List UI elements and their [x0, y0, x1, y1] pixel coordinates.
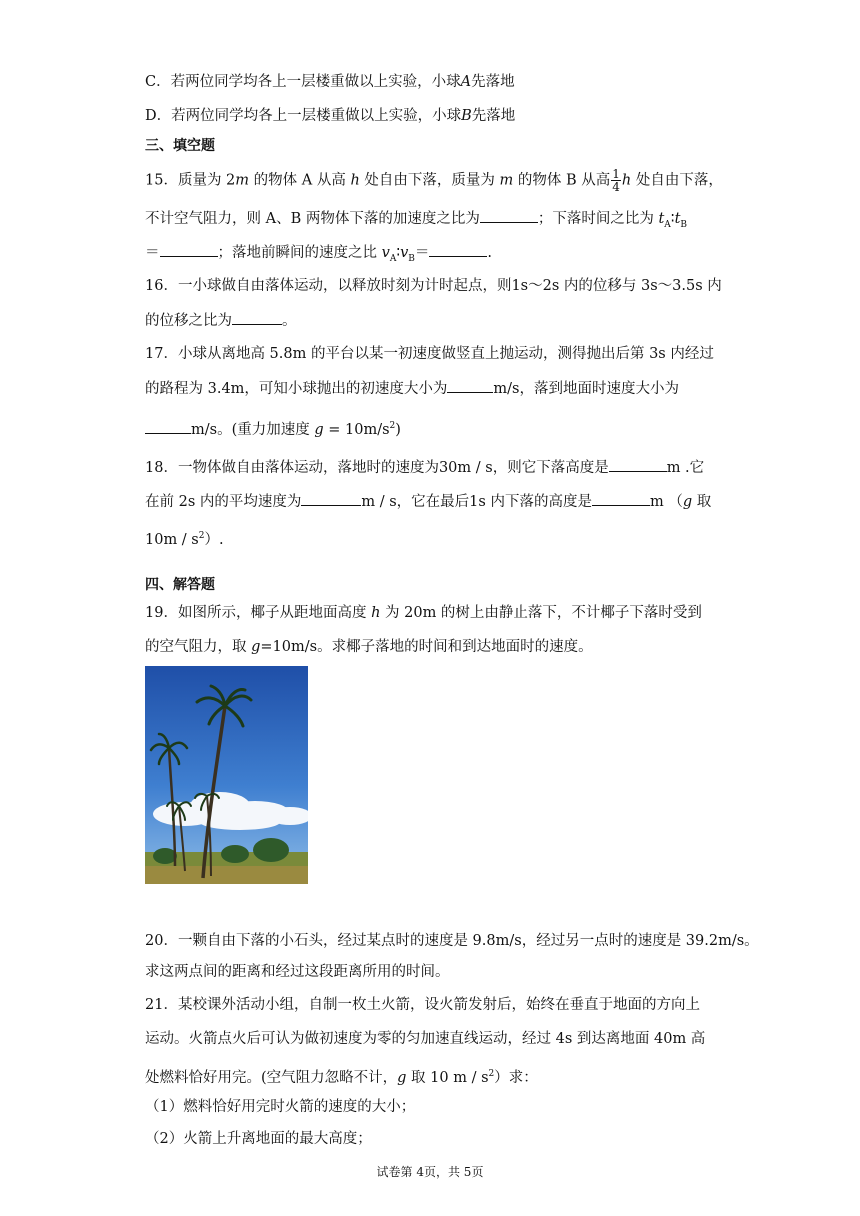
- q21-subquestion-1: （1）燃料恰好用完时火箭的速度的大小；: [145, 1099, 416, 1115]
- q15-blank-acceleration-ratio[interactable]: [480, 208, 538, 223]
- q15-blank-time-ratio[interactable]: [160, 242, 218, 257]
- q18-blank-average-velocity[interactable]: [301, 491, 361, 506]
- option-d-text: D．若两位同学均各上一层楼重做以上实验，小球: [145, 108, 462, 124]
- q20-line2: 求这两点间的距离和经过这段距离所用的时间。: [145, 964, 450, 980]
- q18-blank-last-second-height[interactable]: [592, 491, 650, 506]
- option-d-ball: B: [461, 108, 472, 124]
- option-c-end: 先落地: [471, 74, 515, 90]
- q18-blank-height[interactable]: [609, 457, 667, 472]
- q18-line2: 在前 2s 内的平均速度为 m / s，它在最后1s 内下落的高度是 m （g 取: [145, 491, 711, 512]
- q16-line2: 的位移之比为 。: [145, 310, 297, 331]
- q17-blank-initial-speed[interactable]: [447, 378, 493, 393]
- coconut-palm-photo: [145, 666, 308, 884]
- option-c-text: C．若两位同学均各上一层楼重做以上实验，小球: [145, 74, 461, 90]
- q17-line2: 的路程为 3.4m，可知小球抛出的初速度大小为 m/s，落到地面时速度大小为: [145, 378, 679, 399]
- q18-line3: $10m / s^2$）.: [145, 531, 224, 548]
- q18-line1: 18．一物体做自由落体运动，落地时的速度为30m / s，则它下落高度是 m .它: [145, 457, 704, 478]
- option-d: [145, 106, 515, 126]
- q21-line3: 处燃料恰好用完。(空气阻力忽略不计，g 取 10 m / $s^2$）求：: [145, 1069, 538, 1086]
- q20-line1: 20．一颗自由下落的小石头，经过某点时的速度是 9.8m/s，经过另一点时的速度是 39.2m/s。: [145, 933, 759, 949]
- q15-line3: ＝ ；落地前瞬间的速度之比 $v_A∶v_B=$ .: [145, 242, 492, 269]
- q16-line1: 16．一小球做自由落体运动，以释放时刻为计时起点，则1s～2s 内的位移与 3s～3.5s 内: [145, 278, 722, 294]
- q17-blank-landing-speed[interactable]: [145, 419, 191, 434]
- q15-line1: 15．质量为 2m 的物体 A 从高 h 处自由下落，质量为 m 的物体 B 从高 $\frac{1}{4}$ h 处自由下落，: [145, 167, 723, 194]
- q21-line1: 21．某校课外活动小组，自制一枚土火箭，设火箭发射后，始终在垂直于地面的方向上: [145, 997, 700, 1013]
- q19-line2: 的空气阻力，取 g=10m/s。求椰子落地的时间和到达地面时的速度。: [145, 639, 593, 655]
- q15-line2: 不计空气阻力，则 A、B 两物体下落的加速度之比为 ；下落时间之比为 $t_A∶t_B$: [145, 208, 687, 235]
- fraction-one-quarter: $\frac{1}{4}$: [612, 167, 620, 194]
- section-answer-heading: 四、解答题: [145, 577, 215, 593]
- section-fill-in-heading: 三、填空题: [145, 138, 215, 154]
- q21-line2: 运动。火箭点火后可认为做初速度为零的匀加速直线运动，经过 4s 到达离地面 40m 高: [145, 1031, 706, 1047]
- option-c: [145, 72, 515, 92]
- option-d-end: 先落地: [471, 108, 516, 124]
- q15-blank-velocity-ratio[interactable]: [429, 242, 487, 257]
- option-c-ball: A: [460, 74, 472, 90]
- q16-blank-displacement-ratio[interactable]: [232, 310, 282, 325]
- page-footer: 试卷第 4页，共 5页: [376, 1165, 484, 1179]
- q19-line1: 19．如图所示，椰子从距地面高度 h 为 20m 的树上由静止落下，不计椰子下落时受到: [145, 605, 702, 621]
- q21-subquestion-2: （2）火箭上升离地面的最大高度；: [145, 1131, 372, 1147]
- q17-line1: 17．小球从离地高 5.8m 的平台以某一初速度做竖直上抛运动，测得抛出后第 3s 内经过: [145, 346, 714, 362]
- q17-line3: m/s。(重力加速度 $g = 10m/s^2$): [145, 416, 401, 440]
